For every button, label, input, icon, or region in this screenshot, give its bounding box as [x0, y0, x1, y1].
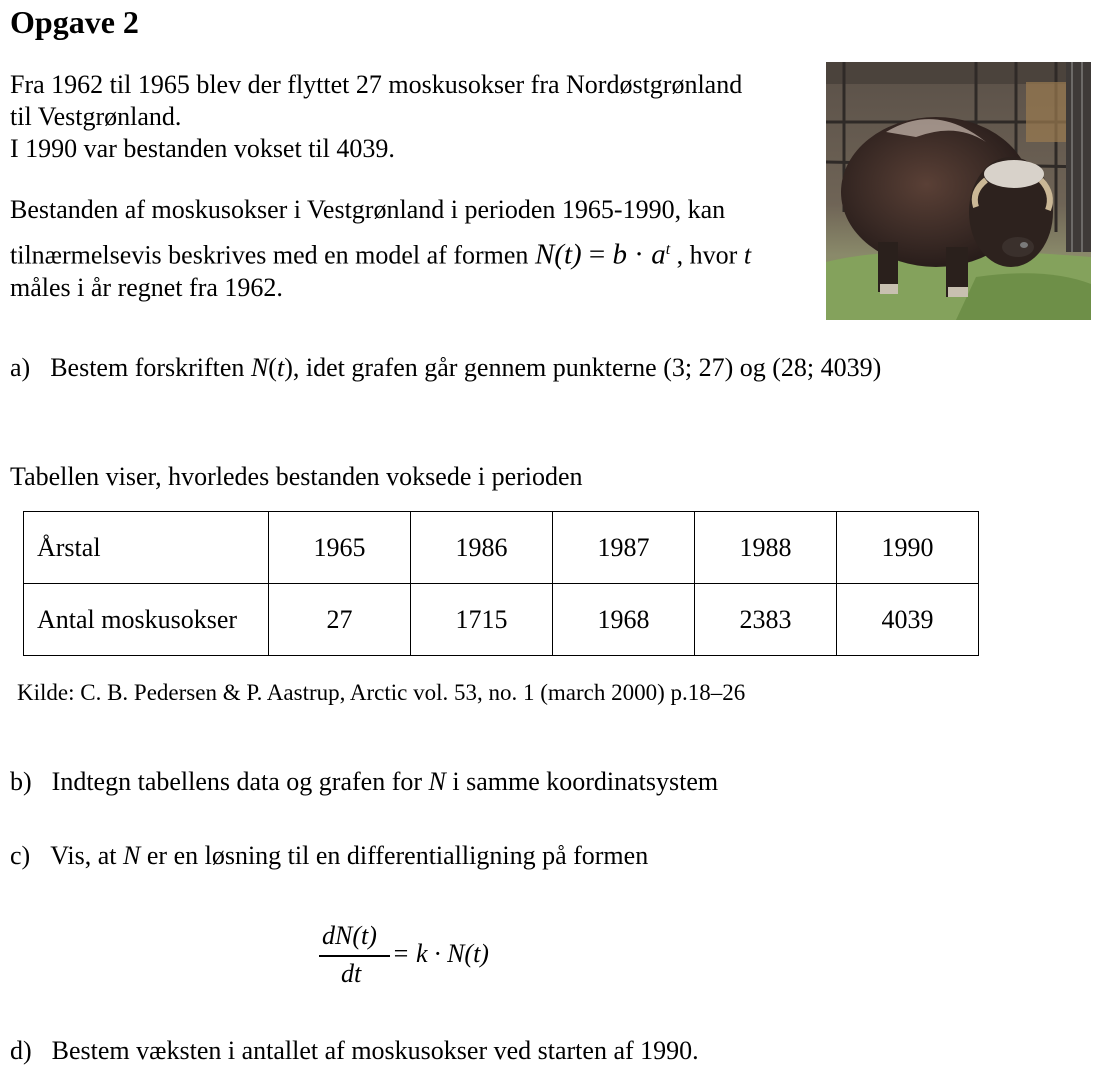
source-citation: Kilde: C. B. Pedersen & P. Aastrup, Arctic vol. 53, no. 1 (march 2000) p.18–26: [17, 680, 746, 705]
table-cell-year: 1965: [269, 512, 411, 584]
question-a-var-N: N: [250, 353, 269, 382]
table-intro: Tabellen viser, hvorledes bestanden voksede i perioden: [10, 462, 583, 491]
intro-line-1: Fra 1962 til 1965 blev der flyttet 27 moskusokser fra Nordøstgrønland: [10, 70, 743, 99]
question-a-post: ), idet grafen går gennem punkterne (3; 27) og (28; 4039): [284, 353, 882, 382]
question-a-paren: (: [268, 353, 277, 382]
question-a-label: a): [10, 353, 31, 382]
table-row-counts: [24, 584, 979, 656]
question-a-pre: Bestem forskriften: [50, 353, 251, 382]
formula-lhs: N(t): [534, 238, 582, 271]
model-variable-t: t: [743, 240, 752, 270]
formula-b: b: [612, 238, 628, 271]
intro-line-2: til Vestgrønland.: [10, 102, 182, 131]
formula-a: a: [651, 238, 666, 271]
population-table: [23, 511, 979, 656]
question-b-var-N: N: [428, 767, 446, 796]
question-a: [10, 352, 881, 384]
table-cell-count: 4039: [837, 584, 979, 656]
table-cell-year: 1988: [695, 512, 837, 584]
musk-ox-picture: [826, 62, 1091, 320]
fraction-bar: [319, 955, 390, 957]
table-cell-year: 1990: [837, 512, 979, 584]
model-line-2-text: tilnærmelsevis beskrives med en model af formen: [10, 240, 535, 270]
table-cell-year: 1987: [553, 512, 695, 584]
question-b-pre: Indtegn tabellens data og grafen for: [51, 767, 429, 796]
table-cell-count: 2383: [695, 584, 837, 656]
formula-equals: =: [581, 238, 613, 271]
exercise-title: Opgave 2: [10, 4, 139, 40]
question-b: [10, 766, 718, 798]
question-d-text: Bestem væksten i antallet af moskusokser ved starten af 1990.: [51, 1036, 699, 1065]
table-cell-year: 1986: [411, 512, 553, 584]
table-row-label-count: Antal moskusokser: [24, 584, 269, 656]
table-cell-count: 27: [269, 584, 411, 656]
table-cell-count: 1715: [411, 584, 553, 656]
question-c-pre: Vis, at: [50, 841, 124, 870]
musk-ox-photo: [826, 62, 1091, 320]
equation-numerator: dN(t): [322, 921, 377, 950]
model-line-3: måles i år regnet fra 1962.: [10, 273, 283, 302]
question-d-label: d): [10, 1036, 32, 1065]
question-c: [10, 840, 648, 872]
equation-denominator: dt: [341, 959, 362, 988]
question-d: [10, 1035, 699, 1067]
formula-dot: ·: [627, 238, 652, 271]
question-c-post: er en løsning til en differentialligning på formen: [140, 841, 649, 870]
intro-line-3: I 1990 var bestanden vokset til 4039.: [10, 134, 395, 163]
question-b-post: i samme koordinatsystem: [445, 767, 719, 796]
table-row-label-year: Årstal: [24, 512, 269, 584]
model-line-2-post: , hvor: [670, 240, 744, 270]
question-c-label: c): [10, 841, 31, 870]
question-b-label: b): [10, 767, 32, 796]
model-line-1: Bestanden af moskusokser i Vestgrønland i perioden 1965-1990, kan: [10, 195, 726, 224]
formula-exponent: t: [665, 241, 671, 258]
differential-equation: [300, 915, 520, 995]
equation-rhs: = k · N(t): [392, 939, 489, 968]
model-line-2: [10, 234, 751, 272]
table-row-years: [24, 512, 979, 584]
question-a-var-t: t: [276, 353, 285, 382]
table-cell-count: 1968: [553, 584, 695, 656]
question-c-var-N: N: [123, 841, 141, 870]
